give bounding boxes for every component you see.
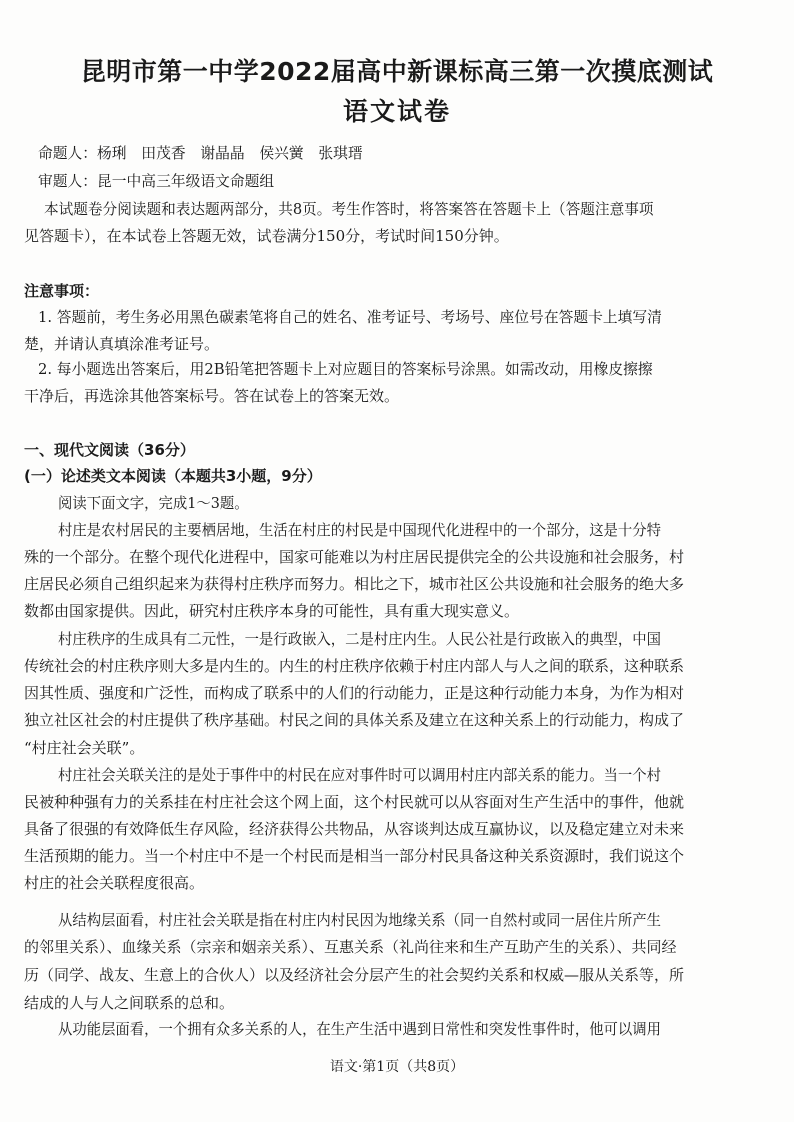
passage-line: 历（同学、战友、生意上的合伙人）以及经济社会分层产生的社会契约关系和权威—服从关系等，所 [24, 966, 685, 984]
intro-line-2: 见答题卡），在本试卷上答题无效，试卷满分150分，考试时间150分钟。 [24, 227, 509, 245]
notice-item-2-line-2: 干净后，再选涂其他答案标号。答在试卷上的答案无效。 [24, 387, 400, 405]
authors-line: 命题人：杨琍 田茂香 谢晶晶 侯兴黉 张琪瑨 [38, 144, 363, 162]
section-subheading: (一）论述类文本阅读（本题共3小题，9分） [24, 467, 322, 485]
passage-line: 具备了很强的有效降低生存风险，经济获得公共物品，从容谈判达成互赢协议，以及稳定建立对未来 [24, 820, 685, 838]
exam-subtitle: 语文试卷 [342, 97, 451, 126]
passage-line: 数都由国家提供。因此，研究村庄秩序本身的可能性，具有重大现实意义。 [24, 602, 520, 620]
passage-line: 传统社会的村庄秩序则大多是内生的。内生的村庄秩序依赖于村庄内部人与人之间的联系，这种联系 [24, 657, 685, 675]
notice-item-1-line-1: 1. 答题前，考生务必用黑色碳素笔将自己的姓名、准考证号、考场号、座位号在答题卡上填写清 [38, 308, 662, 326]
passage-line: 生活预期的能力。当一个村庄中不是一个村民而是相当一部分村民具备这种关系资源时，我们说这个 [24, 847, 685, 865]
intro-line-1: 本试题卷分阅读题和表达题两部分，共8页。考生作答时，将答案答在答题卡上（答题注意事项 [44, 200, 654, 218]
passage-line: 庄居民必须自己组织起来为获得村庄秩序而努力。相比之下，城市社区公共设施和社会服务的绝大多 [24, 575, 685, 593]
notice-item-1-line-2: 楚，并请认真填涂准考证号。 [24, 335, 220, 353]
passage-line: 从结构层面看，村庄社会关联是指在村庄内村民因为地缘关系（同一自然村或同一居住片所产生 [58, 911, 661, 929]
section-instruction: 阅读下面文字，完成1～3题。 [58, 494, 249, 512]
passage-line: 村庄的社会关联程度很高。 [24, 874, 205, 892]
notice-heading: 注意事项： [24, 282, 100, 300]
reviewers-line: 审题人：昆一中高三年级语文命题组 [38, 172, 275, 190]
notice-item-2-line-1: 2. 每小题选出答案后，用2B铅笔把答题卡上对应题目的答案标号涂黑。如需改动，用橡皮擦擦 [38, 360, 653, 378]
passage-line: 从功能层面看，一个拥有众多关系的人，在生产生活中遇到日常性和突发性事件时，他可以调用 [58, 1020, 661, 1038]
passage-line: 独立社区社会的村庄提供了秩序基础。村民之间的具体关系及建立在这种关系上的行动能力，构成了 [24, 711, 685, 729]
passage-line: 村庄是农村居民的主要栖居地，生活在村庄的村民是中国现代化进程中的一个部分，这是十分特 [58, 521, 661, 539]
passage-line: 村庄秩序的生成具有二元性，一是行政嵌入，二是村庄内生。人民公社是行政嵌入的典型，中国 [58, 630, 661, 648]
exam-title: 昆明市第一中学2022届高中新课标高三第一次摸底测试 [80, 57, 714, 86]
passage-line: 的邻里关系）、血缘关系（宗亲和姻亲关系）、互惠关系（礼尚往来和生产互助产生的关系）、共同经 [24, 938, 677, 956]
passage-line: 殊的一个部分。在整个现代化进程中，国家可能难以为村庄居民提供完全的公共设施和社会服务，村 [24, 548, 685, 566]
section-heading: 一、现代文阅读（36分） [24, 441, 195, 459]
page-footer: 语文·第1页（共8页） [329, 1059, 465, 1075]
passage-line: 结成的人与人之间联系的总和。 [24, 994, 235, 1012]
passage-line: 村庄社会关联关注的是处于事件中的村民在应对事件时可以调用村庄内部关系的能力。当一个村 [58, 766, 661, 784]
passage-line: 因其性质、强度和广泛性，而构成了联系中的人们的行动能力，正是这种行动能力本身，为作为相对 [24, 684, 685, 702]
passage-line: 民被种种强有力的关系挂在村庄社会这个网上面，这个村民就可以从容面对生产生活中的事件，他就 [24, 793, 685, 811]
passage-line: “村庄社会关联”。 [24, 739, 145, 757]
